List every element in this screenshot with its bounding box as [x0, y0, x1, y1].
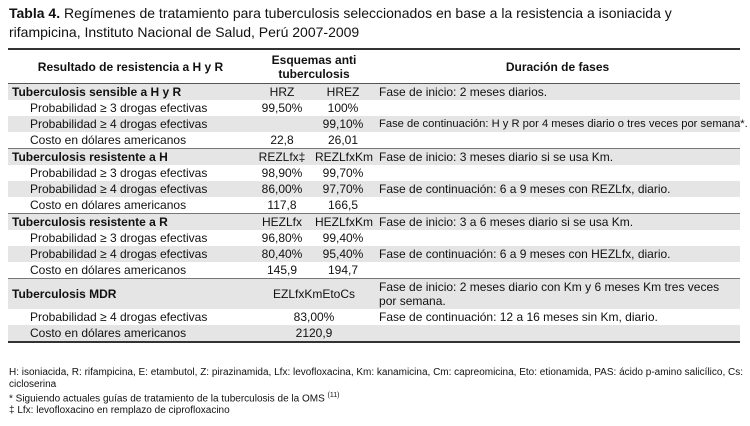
- phase-text: [375, 325, 740, 342]
- row-label: Probabilidad ≥ 3 drogas efectivas: [30, 231, 208, 245]
- table-number: Tabla 4.: [9, 5, 61, 21]
- header-regimens: Esquemas anti tuberculosis: [253, 49, 375, 84]
- row-label: Probabilidad ≥ 3 drogas efectivas: [30, 101, 208, 115]
- row-label: Probabilidad ≥ 4 drogas efectivas: [30, 310, 208, 324]
- regimen-a: REZLfx‡: [253, 149, 311, 166]
- table-row: [8, 246, 740, 262]
- value-a: 22,8: [270, 133, 294, 147]
- value-mdr: 2120,9: [253, 325, 375, 342]
- table-row: [8, 214, 740, 231]
- phase-text: [375, 100, 740, 116]
- reference-number: (11): [327, 392, 340, 399]
- regimen-b: REZLfxKm: [311, 149, 375, 166]
- value-a: 86,00%: [253, 181, 311, 197]
- row-label: Probabilidad ≥ 4 drogas efectivas: [8, 246, 253, 262]
- phase-text: [375, 230, 740, 246]
- value-a: 145,9: [266, 263, 298, 277]
- value-b: 166,5: [327, 198, 359, 212]
- table-row: [8, 262, 740, 279]
- header-resistance: Resultado de resistencia a H y R: [8, 49, 253, 84]
- regimen-b: HREZ: [311, 84, 375, 101]
- lfx-note: ‡ Lfx: levofloxacino en remplazo de ciprofloxacino: [9, 404, 230, 416]
- table-title: [9, 4, 744, 42]
- regimen-a: HRZ: [253, 84, 311, 101]
- table-row: [8, 325, 740, 342]
- phase-text: Fase de continuación: 12 a 16 meses sin Km, diario.: [379, 310, 658, 324]
- row-label: Tuberculosis MDR: [8, 279, 253, 310]
- phase-text: [375, 262, 740, 279]
- treatment-table: [8, 48, 748, 343]
- value-b: 99,10%: [311, 116, 375, 132]
- value-b: 100%: [327, 101, 359, 115]
- value-b: 99,70%: [322, 166, 364, 180]
- row-label: Probabilidad ≥ 4 drogas efectivas: [8, 116, 253, 132]
- row-label: Tuberculosis resistente a R: [8, 214, 253, 231]
- row-label: Costo en dólares americanos: [30, 133, 187, 147]
- value-a: 99,50%: [261, 101, 303, 115]
- table-row: [8, 116, 740, 132]
- header-duration: Duración de fases: [375, 49, 740, 84]
- table-row: [8, 84, 740, 101]
- table-row: [8, 181, 740, 197]
- who-guideline-text: * Siguiendo actuales guías de tratamiento de la tuberculosis de la OMS: [9, 393, 325, 405]
- phase-text: Fase de inicio: 3 a 6 meses diario si se usa Km.: [375, 214, 740, 231]
- row-label: Probabilidad ≥ 3 drogas efectivas: [30, 166, 208, 180]
- table-row: [8, 309, 740, 325]
- phase-text: Fase de continuación: 6 a 9 meses con HEZLfx, diario.: [375, 246, 740, 262]
- abbreviations-note: H: isoniacida, R: rifampicina, E: etambutol, Z: pirazinamida, Lfx: levofloxacina, Km: kanamicina, Cm: capreomicina, Eto: etionamida, PAS: ácido p-amino salicílico, Cs: cicloserina: [9, 367, 744, 390]
- phase-text: [375, 197, 740, 214]
- value-b: 26,01: [327, 133, 359, 147]
- phase-text: Fase de continuación: 6 a 9 meses con REZLfx, diario.: [375, 181, 740, 197]
- value-b: 95,40%: [311, 246, 375, 262]
- row-label: Costo en dólares americanos: [30, 263, 187, 277]
- phase-text: [375, 132, 740, 149]
- value-mdr: 83,00%: [293, 310, 335, 324]
- table-row: [8, 149, 740, 166]
- value-a: 96,80%: [261, 231, 303, 245]
- table-row: [8, 132, 740, 149]
- value-b: 97,70%: [311, 181, 375, 197]
- who-guideline-note: [9, 390, 744, 405]
- table-footnotes: [9, 367, 744, 416]
- row-label: Costo en dólares americanos: [8, 325, 253, 342]
- row-label: Tuberculosis resistente a H: [8, 149, 253, 166]
- table-row: [8, 165, 740, 181]
- row-label: Costo en dólares americanos: [30, 198, 187, 212]
- table-row: [8, 197, 740, 214]
- value-b: 194,7: [327, 263, 359, 277]
- regimen-a: HEZLfx: [253, 214, 311, 231]
- phase-text: Fase de inicio: 2 meses diario con Km y 6 meses Km tres veces por semana.: [375, 279, 740, 310]
- table-caption: Regímenes de tratamiento para tuberculosis seleccionados en base a la resistencia a isoniacida y rifampicina, Instituto Nacional de Salud, Perú 2007-2009: [9, 5, 672, 40]
- phase-text: Fase de continuación: H y R por 4 meses diario o tres veces por semana*.: [375, 116, 740, 132]
- table-row: [8, 279, 740, 310]
- value-a: 80,40%: [253, 246, 311, 262]
- regimen-mdr: EZLfxKmEtoCs: [253, 279, 375, 310]
- phase-text: Fase de inicio: 2 meses diarios.: [375, 84, 740, 101]
- table-row: [8, 230, 740, 246]
- value-a: 98,90%: [261, 166, 303, 180]
- header-row: [8, 49, 740, 84]
- value-b: 99,40%: [322, 231, 364, 245]
- value-a: [253, 116, 311, 132]
- regimen-b: HEZLfxKm: [311, 214, 375, 231]
- phase-text: [375, 165, 740, 181]
- phase-text: Fase de inicio: 3 meses diario si se usa Km.: [375, 149, 740, 166]
- row-label: Probabilidad ≥ 4 drogas efectivas: [8, 181, 253, 197]
- row-label: Tuberculosis sensible a H y R: [8, 84, 253, 101]
- table-row: [8, 100, 740, 116]
- value-a: 117,8: [267, 198, 297, 212]
